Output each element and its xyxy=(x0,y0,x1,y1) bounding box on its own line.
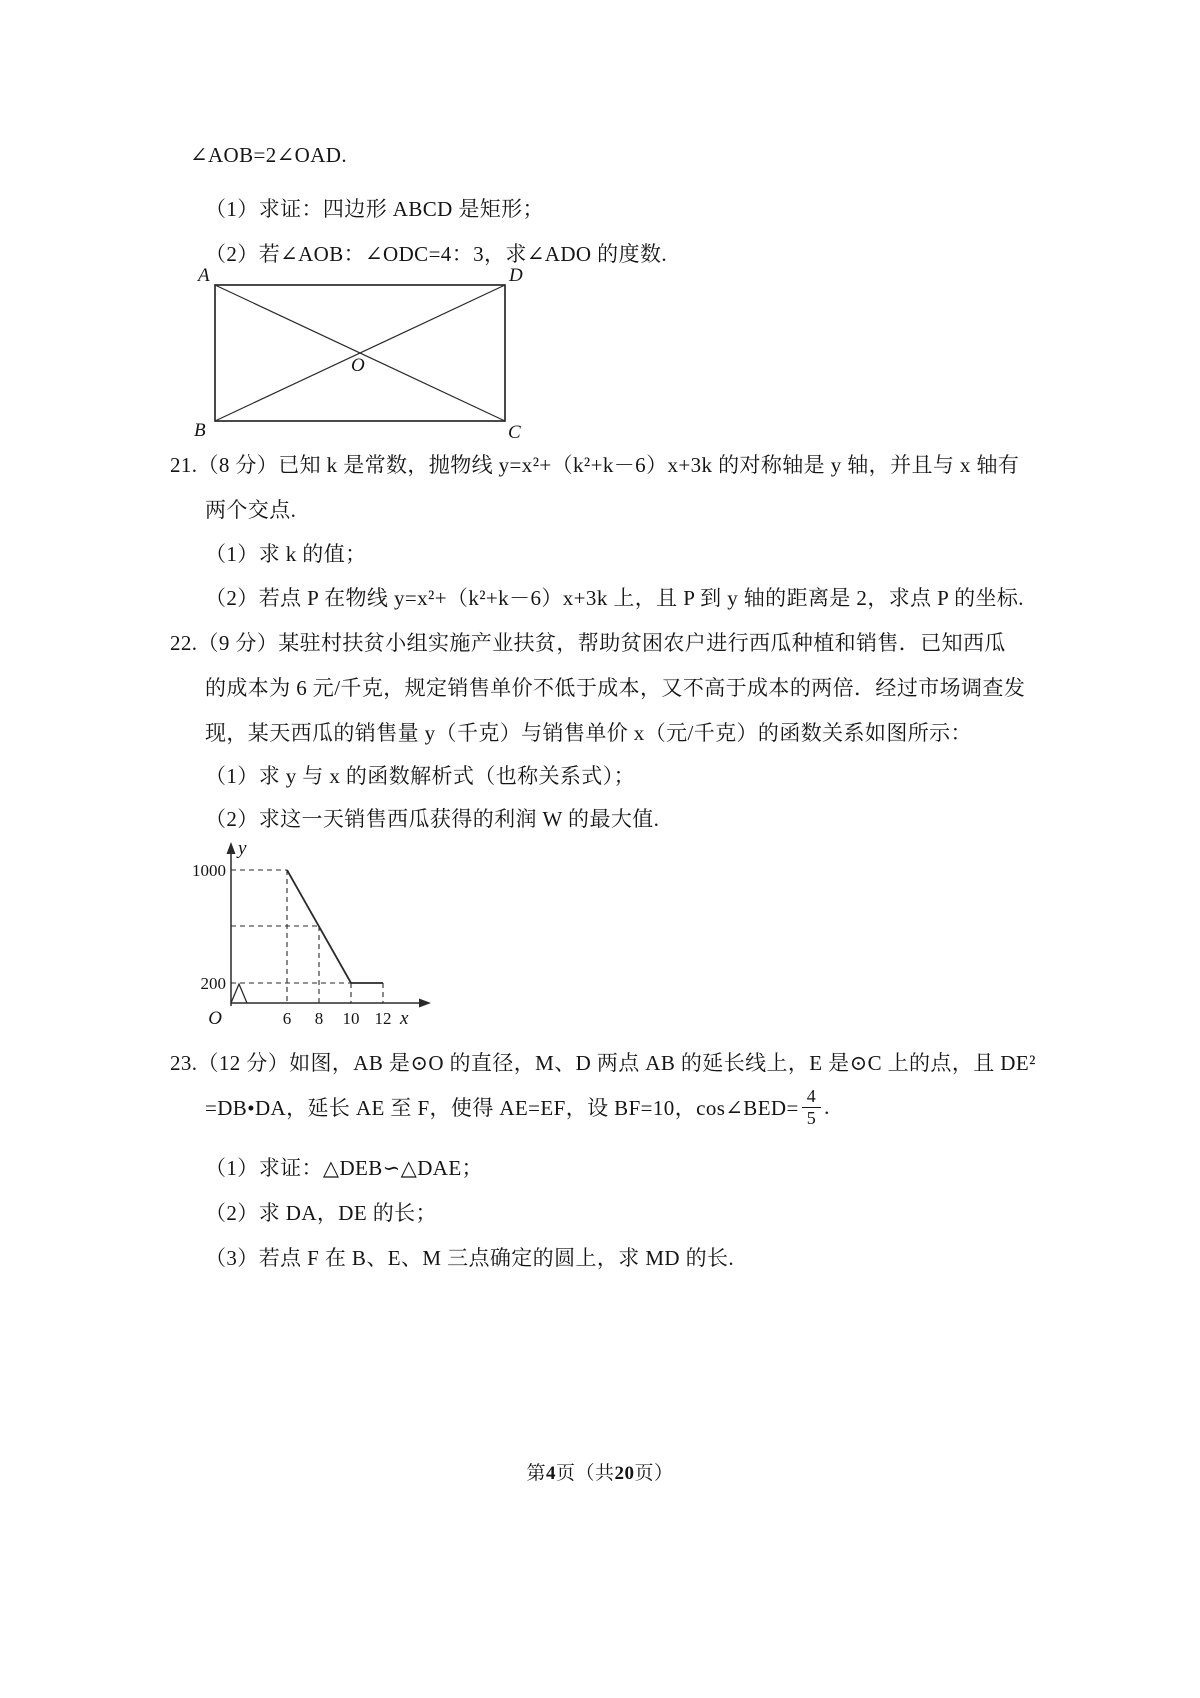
function-curve xyxy=(287,870,383,983)
footer-page-number: 4 xyxy=(545,1463,556,1484)
fraction-numerator: 4 xyxy=(802,1086,821,1108)
vertex-label-c: C xyxy=(508,422,521,443)
footer-middle: 页（共 xyxy=(555,1463,615,1484)
problem21-line1: 21.（8 分）已知 k 是常数，抛物线 y=x²+（k²+k－6）x+3k 的对称轴是 y 轴，并且与 x 轴有 xyxy=(170,453,1020,477)
sales-function-chart xyxy=(178,838,458,1038)
vertex-label-b: B xyxy=(194,420,206,441)
problem22-line2: 的成本为 6 元/千克，规定销售单价不低于成本，又不高于成本的两倍．经过市场调查发 xyxy=(205,676,1026,700)
xtick-12: 12 xyxy=(374,1009,392,1028)
problem23-line2-period: . xyxy=(824,1094,830,1119)
fraction-4-5 xyxy=(802,1086,821,1128)
problem21-part2: （2）若点 P 在物线 y=x²+（k²+k－6）x+3k 上，且 P 到 y 轴的距离是 2，求点 P 的坐标. xyxy=(205,586,1024,610)
footer-prefix: 第 xyxy=(526,1463,546,1484)
ytick-200: 200 xyxy=(200,974,226,993)
problem22-part2: （2）求这一天销售西瓜获得的利润 W 的最大值. xyxy=(205,807,660,831)
problem23-part1: （1）求证：△DEB∽△DAE； xyxy=(205,1156,483,1180)
axis-break-mark xyxy=(231,984,247,1003)
problem20-given-line: ∠AOB=2∠OAD. xyxy=(190,143,348,167)
problem22-part1: （1）求 y 与 x 的函数解析式（也称关系式）； xyxy=(205,764,635,788)
footer-total-pages: 20 xyxy=(614,1463,635,1484)
fraction-denominator: 5 xyxy=(806,1107,817,1128)
xtick-10: 10 xyxy=(342,1009,360,1028)
problem22-line3: 现，某天西瓜的销售量 y（千克）与销售单价 x（元/千克）的函数关系如图所示： xyxy=(205,721,972,745)
origin-label: O xyxy=(208,1008,222,1029)
problem21-line2: 两个交点. xyxy=(205,498,297,522)
problem23-part2: （2）求 DA，DE 的长； xyxy=(205,1201,437,1225)
x-axis-arrow xyxy=(419,999,431,1008)
problem20-part1: （1）求证：四边形 ABCD 是矩形； xyxy=(205,197,544,221)
problem23-line2 xyxy=(205,1086,830,1128)
rectangle-figure xyxy=(193,268,533,444)
center-label-o: O xyxy=(351,355,365,376)
y-axis-arrow xyxy=(227,842,236,854)
problem21-part1: （1）求 k 的值； xyxy=(205,542,367,566)
y-axis-label: y xyxy=(238,838,247,859)
xtick-6: 6 xyxy=(282,1009,292,1028)
ytick-1000: 1000 xyxy=(192,861,226,880)
page-footer xyxy=(0,1458,1200,1485)
xtick-8: 8 xyxy=(314,1009,324,1028)
problem22-line1: 22.（9 分）某驻村扶贫小组实施产业扶贫，帮助贫困农户进行西瓜种植和销售．已知西瓜 xyxy=(170,631,1006,655)
problem23-line1: 23.（12 分）如图，AB 是⊙O 的直径，M、D 两点 AB 的延长线上，E 是⊙C 上的点，且 DE² xyxy=(170,1051,1036,1075)
vertex-label-d: D xyxy=(509,268,523,286)
footer-suffix: 页） xyxy=(634,1463,674,1484)
x-axis-label: x xyxy=(400,1008,409,1029)
problem23-part3: （3）若点 F 在 B、E、M 三点确定的圆上，求 MD 的长. xyxy=(205,1246,735,1270)
vertex-label-a: A xyxy=(198,268,210,286)
problem23-line2-text: =DB•DA，延长 AE 至 F，使得 AE=EF，设 BF=10，cos∠BED= xyxy=(205,1096,799,1121)
problem20-part2: （2）若∠AOB：∠ODC=4：3，求∠ADO 的度数. xyxy=(205,242,668,266)
